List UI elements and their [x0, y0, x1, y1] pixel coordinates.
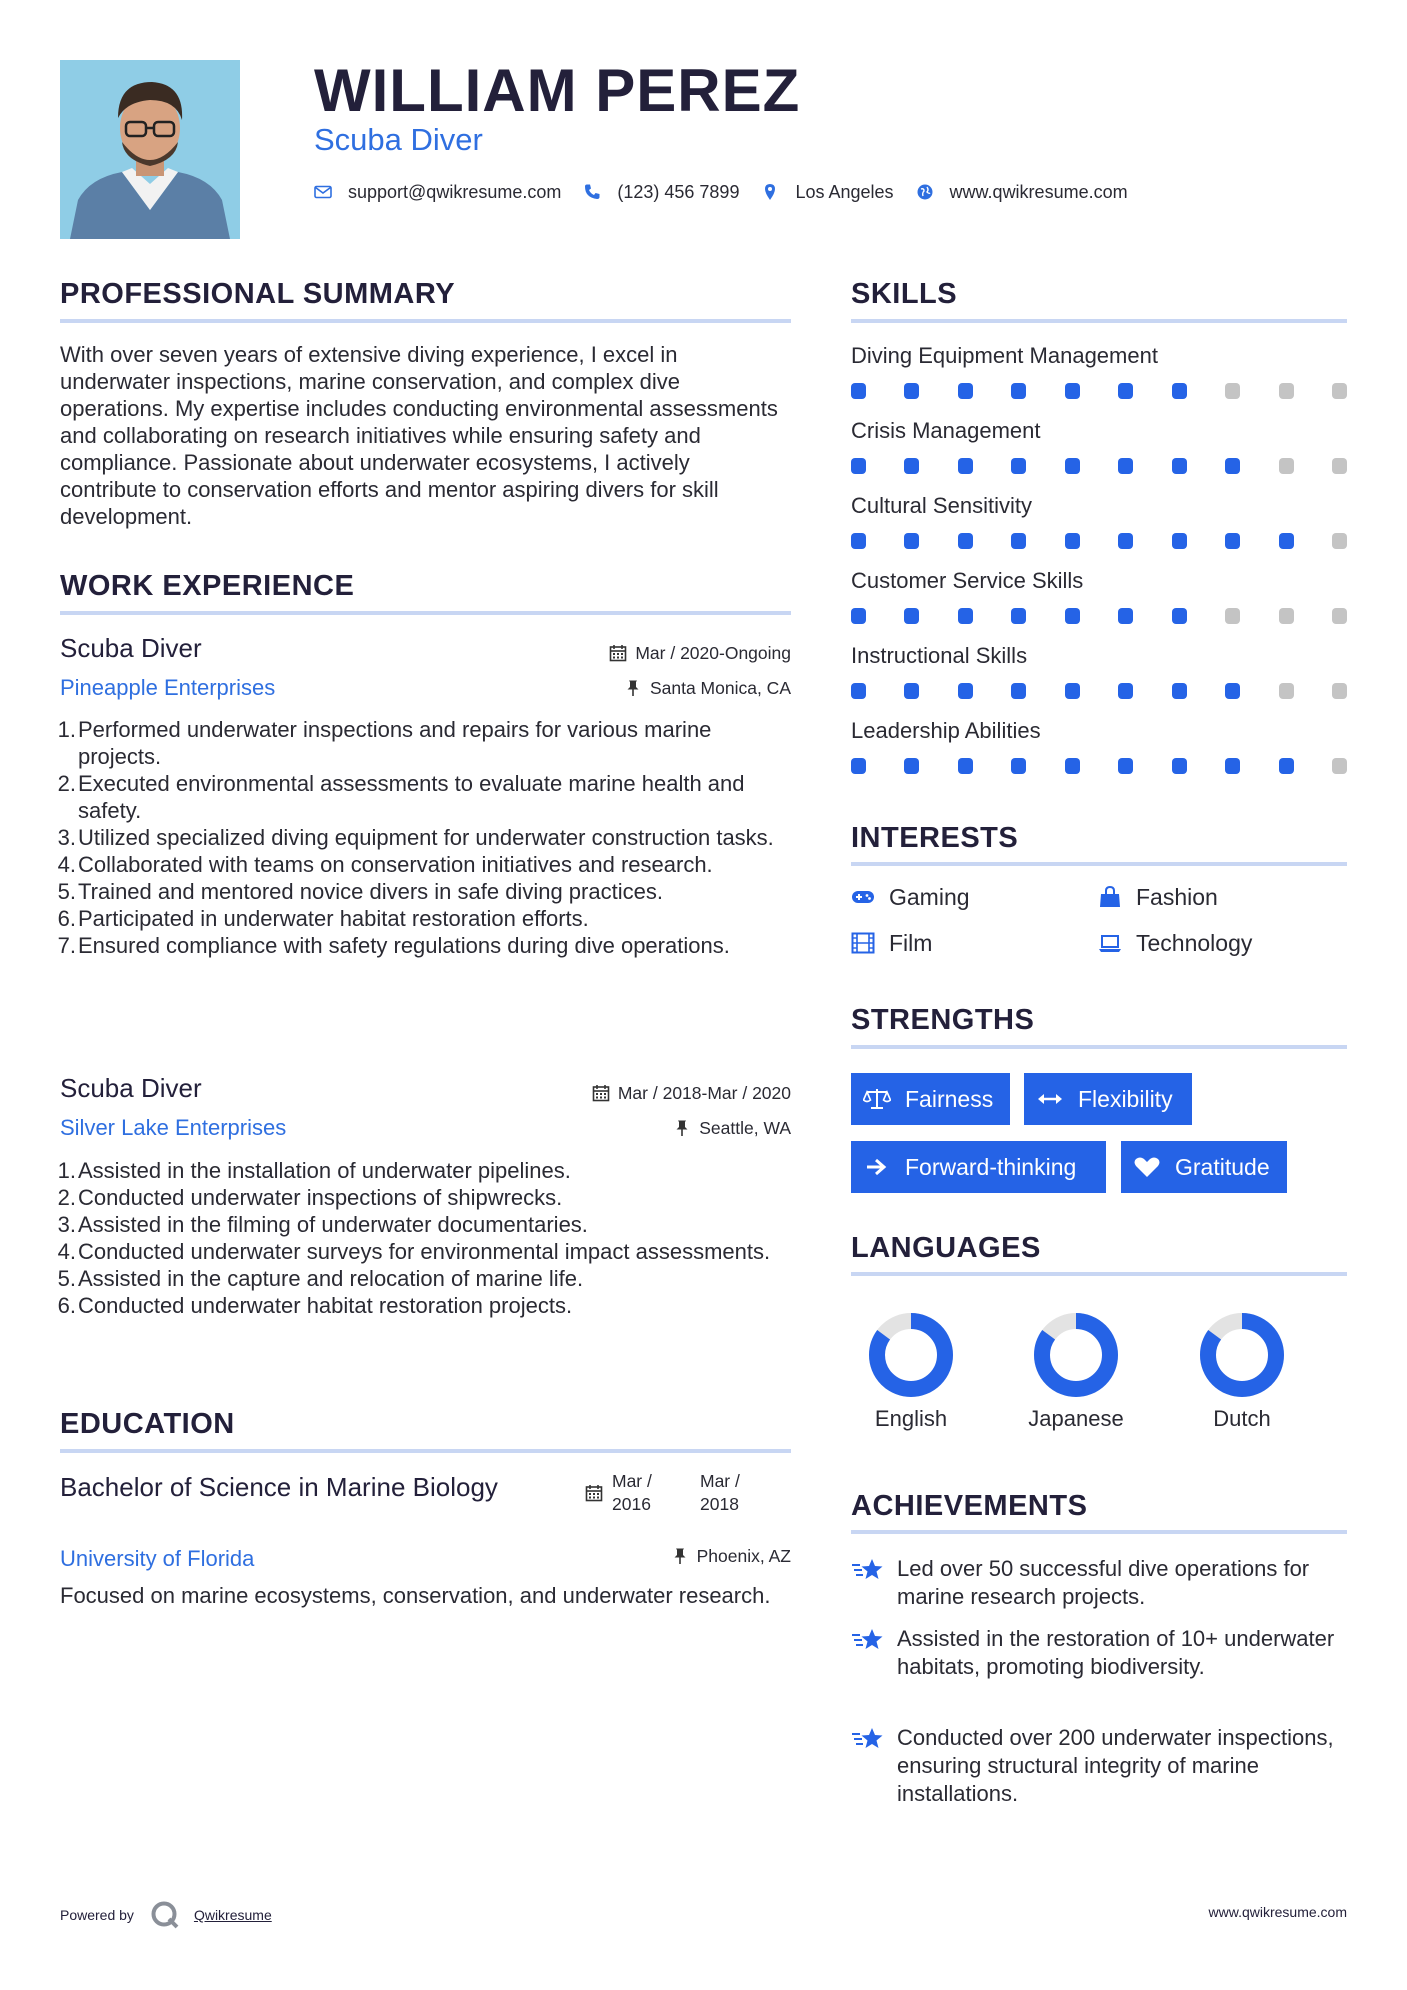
skill-dot-filled — [1011, 608, 1026, 624]
shooting-star-icon — [851, 1725, 885, 1753]
skill-dot-filled — [958, 683, 973, 699]
skill-dot-filled — [1011, 458, 1026, 474]
skill-dot-filled — [1118, 758, 1133, 774]
skill-dot-filled — [1118, 533, 1133, 549]
interests-divider — [851, 862, 1347, 866]
skill-dot-filled — [904, 758, 919, 774]
skill-rating — [851, 383, 1347, 399]
language-item — [1016, 1310, 1136, 1433]
achievement-item — [851, 1724, 1347, 1808]
achievement-text: Led over 50 successful dive operations for marine research projects. — [897, 1556, 1310, 1609]
skill-dot-filled — [1011, 683, 1026, 699]
gamepad-icon — [851, 886, 875, 908]
duty-item — [57, 824, 778, 851]
education-divider — [60, 1449, 791, 1453]
pushpin-icon — [671, 1547, 689, 1565]
skill-dot-filled — [1118, 683, 1133, 699]
duty-item — [57, 932, 778, 959]
skill-dot-filled — [904, 683, 919, 699]
shopping-bag-icon — [1098, 886, 1122, 908]
duty-item — [57, 770, 778, 824]
duty-number: 3. — [57, 1212, 76, 1237]
contact-phone-text: (123) 456 7899 — [617, 181, 740, 202]
job-location-2-text: Seattle, WA — [699, 1118, 791, 1138]
duty-item — [57, 1292, 778, 1319]
contact-email-text: support@qwikresume.com — [348, 181, 562, 202]
skills-heading: SKILLS — [851, 278, 958, 310]
interest-label: Technology — [1136, 930, 1253, 956]
strengths-heading: STRENGTHS — [851, 1004, 1035, 1036]
skill-dot-filled — [1279, 758, 1294, 774]
duty-text: Assisted in the capture and relocation of marine life. — [78, 1266, 584, 1291]
skill-dot-empty — [1279, 683, 1294, 699]
degree-title: Bachelor of Science in Marine Biology — [60, 1472, 498, 1502]
job-duties-2 — [57, 1157, 778, 1319]
edu-start-date — [612, 1470, 652, 1516]
edu-end-date — [700, 1470, 740, 1516]
duty-item — [57, 1265, 778, 1292]
contact-location — [761, 182, 893, 203]
skill-dot-empty — [1332, 758, 1347, 774]
interest-item — [851, 928, 932, 958]
duty-text: Collaborated with teams on conservation initiatives and research. — [78, 852, 713, 877]
job-duties-1 — [57, 716, 778, 959]
skill-dot-filled — [1065, 533, 1080, 549]
job-location-2 — [673, 1116, 791, 1140]
balance-scale-icon — [863, 1087, 891, 1111]
duty-text: Conducted underwater inspections of shipwrecks. — [78, 1185, 563, 1210]
interest-item — [851, 882, 970, 912]
skill-dot-filled — [904, 533, 919, 549]
duty-number: 7. — [57, 933, 76, 958]
skill-dot-empty — [1332, 683, 1347, 699]
skill-label: Customer Service Skills — [851, 568, 1084, 593]
profile-photo — [60, 60, 240, 239]
calendar-icon — [585, 1484, 603, 1502]
contact-email[interactable] — [314, 182, 561, 203]
skill-dot-filled — [1225, 758, 1240, 774]
language-label: Japanese — [1028, 1406, 1124, 1431]
skill-dot-filled — [1172, 533, 1187, 549]
contact-phone[interactable] — [583, 182, 739, 203]
contact-website[interactable] — [916, 182, 1128, 203]
language-label: Dutch — [1213, 1406, 1271, 1431]
contact-bar — [314, 178, 1150, 206]
skill-dot-filled — [851, 683, 866, 699]
skill-dot-empty — [1279, 383, 1294, 399]
qwikresume-logo-icon — [150, 1900, 180, 1930]
skill-dot-filled — [904, 383, 919, 399]
achievement-text: Assisted in the restoration of 10+ underwater habitats, promoting biodiversity. — [897, 1626, 1335, 1679]
duty-number: 3. — [57, 825, 76, 850]
duty-number: 1. — [57, 1158, 76, 1183]
film-icon — [851, 932, 875, 954]
skill-dot-filled — [1172, 683, 1187, 699]
language-ring — [1197, 1310, 1287, 1400]
achievement-item — [851, 1555, 1347, 1611]
summary-text: With over seven years of extensive diving experience, I excel in underwater inspections, marine conservation, and complex dive operations. My expertise includes conducting environmental assessments and collaborating on research initiatives while ensuring safety and compliance. Passionate about underwater ecosystems, I actively contribute to conservation efforts and mentor aspiring divers for skill development. — [60, 342, 778, 529]
skill-dot-empty — [1332, 608, 1347, 624]
skill-dot-filled — [1172, 758, 1187, 774]
achievements-heading: ACHIEVEMENTS — [851, 1490, 1088, 1522]
language-item — [1192, 1310, 1292, 1433]
arrow-right-icon — [863, 1155, 891, 1179]
duty-text: Performed underwater inspections and repairs for various marine projects. — [78, 717, 712, 769]
skill-dot-filled — [1172, 383, 1187, 399]
skill-label: Crisis Management — [851, 418, 1041, 443]
achievement-text: Conducted over 200 underwater inspections, ensuring structural integrity of marine installations. — [897, 1725, 1334, 1806]
job-dates-2-text: Mar / 2018-Mar / 2020 — [617, 1083, 791, 1103]
duty-item — [57, 716, 778, 770]
skill-dot-filled — [1118, 608, 1133, 624]
calendar-icon — [609, 644, 627, 662]
skill-dot-filled — [851, 608, 866, 624]
skill-dot-filled — [1065, 758, 1080, 774]
interest-item — [1098, 882, 1218, 912]
heart-icon — [1133, 1155, 1161, 1179]
skill-rating — [851, 758, 1347, 774]
skill-dot-filled — [851, 533, 866, 549]
skill-label: Diving Equipment Management — [851, 343, 1158, 368]
skill-dot-empty — [1332, 383, 1347, 399]
duty-number: 5. — [57, 879, 76, 904]
interest-item — [1098, 928, 1252, 958]
candidate-title: Scuba Diver — [314, 122, 483, 157]
skill-dot-filled — [1065, 683, 1080, 699]
duty-item — [57, 1184, 778, 1211]
skill-dot-filled — [1011, 383, 1026, 399]
duty-text: Participated in underwater habitat restoration efforts. — [78, 906, 589, 931]
duty-number: 2. — [57, 1185, 76, 1210]
edu-start-year: 2016 — [612, 1494, 651, 1514]
globe-icon — [916, 183, 934, 201]
language-label: English — [874, 1406, 948, 1431]
strength-chip — [1024, 1073, 1192, 1125]
duty-number: 5. — [57, 1266, 76, 1291]
duty-number: 1. — [57, 717, 76, 742]
calendar-icon — [592, 1084, 610, 1102]
job-dates-1 — [609, 641, 791, 665]
map-pin-icon — [761, 183, 779, 201]
duty-text: Ensured compliance with safety regulations during dive operations. — [78, 933, 730, 958]
skill-rating — [851, 458, 1347, 474]
language-ring — [866, 1310, 956, 1400]
interest-label: Film — [889, 930, 933, 956]
strength-label: Forward-thinking — [905, 1153, 1077, 1180]
envelope-icon — [314, 183, 332, 201]
skill-dot-filled — [851, 458, 866, 474]
experience-heading: WORK EXPERIENCE — [60, 570, 355, 602]
duty-text: Executed environmental assessments to evaluate marine health and safety. — [78, 771, 745, 823]
duty-number: 4. — [57, 852, 76, 877]
edu-location-text: Phoenix, AZ — [696, 1546, 791, 1566]
skill-dot-filled — [1225, 533, 1240, 549]
skill-dot-filled — [958, 758, 973, 774]
duty-number: 2. — [57, 771, 76, 796]
duty-text: Utilized specialized diving equipment for underwater construction tasks. — [78, 825, 774, 850]
shooting-star-icon — [851, 1556, 885, 1584]
skill-dot-filled — [1225, 683, 1240, 699]
pushpin-icon — [673, 1119, 691, 1137]
skill-dot-filled — [958, 383, 973, 399]
duty-item — [57, 905, 778, 932]
strength-label: Fairness — [905, 1085, 994, 1112]
skill-dot-filled — [904, 608, 919, 624]
skill-rating — [851, 533, 1347, 549]
strength-chip — [851, 1141, 1106, 1193]
skill-dot-filled — [1118, 458, 1133, 474]
duty-item — [57, 1157, 778, 1184]
candidate-name: WILLIAM PEREZ — [314, 57, 801, 124]
company-2[interactable]: Silver Lake Enterprises — [60, 1115, 287, 1140]
interest-label: Gaming — [889, 884, 970, 910]
education-heading: EDUCATION — [60, 1408, 235, 1440]
job-dates-2 — [592, 1081, 791, 1105]
duty-item — [57, 851, 778, 878]
skill-dot-filled — [851, 758, 866, 774]
skill-dot-filled — [1172, 458, 1187, 474]
job-location-1 — [624, 676, 791, 700]
strength-label: Flexibility — [1078, 1085, 1173, 1112]
skill-dot-filled — [1172, 608, 1187, 624]
experience-divider — [60, 611, 791, 615]
company-1[interactable]: Pineapple Enterprises — [60, 675, 276, 700]
interest-label: Fashion — [1136, 884, 1218, 910]
skill-dot-empty — [1225, 383, 1240, 399]
skill-dot-filled — [958, 458, 973, 474]
skill-dot-filled — [958, 533, 973, 549]
skill-dot-filled — [1065, 458, 1080, 474]
contact-website-text: www.qwikresume.com — [949, 181, 1128, 202]
job-title-1: Scuba Diver — [60, 633, 202, 663]
skill-dot-filled — [851, 383, 866, 399]
job-title-2: Scuba Diver — [60, 1073, 202, 1103]
languages-divider — [851, 1272, 1347, 1276]
job-location-1-text: Santa Monica, CA — [649, 678, 791, 698]
skill-dot-empty — [1279, 458, 1294, 474]
skill-dot-filled — [1011, 533, 1026, 549]
skill-dot-filled — [1118, 383, 1133, 399]
footer-website[interactable]: www.qwikresume.com — [1208, 1904, 1347, 1920]
strength-chip — [851, 1073, 1010, 1125]
language-item — [860, 1310, 962, 1433]
skill-dot-filled — [958, 608, 973, 624]
duty-text: Conducted underwater surveys for environmental impact assessments. — [78, 1239, 771, 1264]
summary-divider — [60, 319, 791, 323]
edu-location — [671, 1544, 791, 1568]
skill-rating — [851, 608, 1347, 624]
strength-chip — [1121, 1141, 1287, 1193]
duty-number: 4. — [57, 1239, 76, 1264]
duty-text: Assisted in the installation of underwater pipelines. — [78, 1158, 571, 1183]
footer-powered-by — [60, 1900, 272, 1930]
skill-rating — [851, 683, 1347, 699]
achievement-item — [851, 1625, 1347, 1681]
duty-text: Assisted in the filming of underwater documentaries. — [78, 1212, 588, 1237]
edu-start-month: Mar / — [612, 1471, 652, 1491]
duty-item — [57, 878, 778, 905]
skill-label: Instructional Skills — [851, 643, 1028, 668]
language-ring — [1031, 1310, 1121, 1400]
school-name[interactable]: University of Florida — [60, 1546, 255, 1571]
skill-dot-filled — [1225, 458, 1240, 474]
contact-location-text: Los Angeles — [795, 181, 894, 202]
skill-dot-filled — [1065, 383, 1080, 399]
pushpin-icon — [624, 679, 642, 697]
skill-dot-empty — [1279, 608, 1294, 624]
skill-dot-filled — [1011, 758, 1026, 774]
qwikresume-link[interactable]: Qwikresume — [193, 1907, 272, 1923]
arrows-horizontal-icon — [1036, 1087, 1064, 1111]
skill-dot-empty — [1332, 458, 1347, 474]
phone-icon — [583, 183, 601, 201]
skill-dot-empty — [1225, 608, 1240, 624]
shooting-star-icon — [851, 1626, 885, 1654]
duty-text: Trained and mentored novice divers in safe diving practices. — [78, 879, 663, 904]
skill-dot-filled — [1065, 608, 1080, 624]
edu-end-month: Mar / — [700, 1471, 740, 1491]
skill-dot-filled — [1279, 533, 1294, 549]
strength-label: Gratitude — [1175, 1153, 1270, 1180]
laptop-icon — [1098, 932, 1122, 954]
duty-item — [57, 1211, 778, 1238]
duty-number: 6. — [57, 1293, 76, 1318]
skill-dot-filled — [904, 458, 919, 474]
duty-item — [57, 1238, 778, 1265]
skill-label: Cultural Sensitivity — [851, 493, 1032, 518]
strengths-divider — [851, 1045, 1347, 1049]
skill-dot-empty — [1332, 533, 1347, 549]
summary-heading: PROFESSIONAL SUMMARY — [60, 278, 456, 310]
job-dates-1-text: Mar / 2020-Ongoing — [635, 643, 791, 663]
duty-text: Conducted underwater habitat restoration projects. — [78, 1293, 573, 1318]
achievements-divider — [851, 1530, 1347, 1534]
languages-heading: LANGUAGES — [851, 1232, 1041, 1264]
powered-by-text: Powered by — [60, 1907, 134, 1923]
skill-label: Leadership Abilities — [851, 718, 1041, 743]
edu-end-year: 2018 — [700, 1494, 739, 1514]
skills-divider — [851, 319, 1347, 323]
interests-heading: INTERESTS — [851, 822, 1019, 854]
education-description: Focused on marine ecosystems, conservation, and underwater research. — [60, 1583, 771, 1608]
duty-number: 6. — [57, 906, 76, 931]
